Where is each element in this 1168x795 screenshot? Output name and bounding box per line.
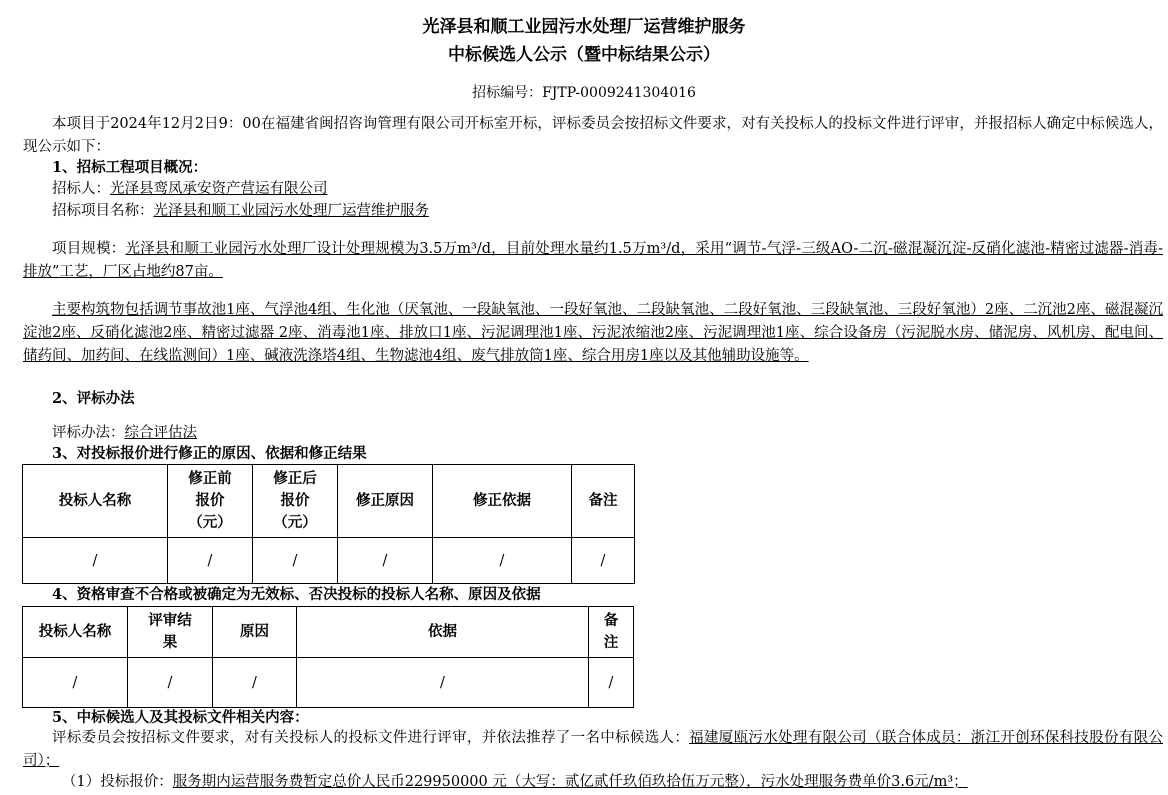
disqualified-bidders-table — [22, 606, 634, 708]
section4-heading: 4、资格审查不合格或被确定为无效标、否决投标的投标人名称、原因及依据 — [52, 586, 541, 603]
cell: / — [297, 658, 589, 708]
section3-heading: 3、对投标报价进行修正的原因、依据和修正结果 — [52, 445, 367, 462]
project-scale-value: 光泽县和顺工业园污水处理厂设计处理规模为3.5万m³/d，目前处理水量约1.5万m³/d，采用“调节-气浮-三级AO-二沉-磁混凝沉淀-反硝化滤池-精密过滤器-消毒-排放”工艺，厂区占地约87亩。 — [23, 241, 1164, 280]
cell: / — [168, 538, 253, 584]
intro-paragraph: 本项目于2024年12月2日9：00在福建省闽招咨询管理有限公司开标室开标，评标委员会按招标文件要求，对有关投标人的投标文件进行评审，并报招标人确定中标候选人，现公示如下： — [23, 116, 1163, 155]
cell: / — [433, 538, 572, 584]
project-scale-label: 项目规模： — [52, 241, 126, 257]
table-row — [23, 658, 634, 708]
cell: / — [213, 658, 297, 708]
structures-paragraph — [23, 299, 1163, 368]
header-bidder-name: 投标人名称 — [23, 607, 128, 658]
project-name-line — [52, 200, 1152, 223]
bid-price-label: （1）投标报价： — [62, 774, 173, 790]
header-review-result: 评审结 果 — [128, 607, 213, 658]
header-price-after: 修正后 报价 （元） — [253, 465, 338, 538]
cell: / — [572, 538, 635, 584]
candidate-paragraph — [23, 727, 1163, 773]
tenderer-value: 光泽县鸾凤承安资产营运有限公司 — [110, 181, 328, 197]
evaluation-method-label: 评标办法： — [52, 425, 125, 441]
price-correction-table — [22, 464, 635, 584]
header-basis: 依据 — [297, 607, 589, 658]
header-remarks: 备 注 — [589, 607, 634, 658]
section1-heading: 1、招标工程项目概况： — [52, 159, 208, 176]
project-name-label: 招标项目名称： — [52, 203, 154, 219]
bid-price-line — [62, 771, 1162, 794]
disqualified-header-row — [23, 607, 634, 658]
cell: / — [589, 658, 634, 708]
project-scale-paragraph — [23, 238, 1163, 284]
document-title-line2: 中标候选人公示（暨中标结果公示） — [448, 45, 720, 65]
cell: / — [128, 658, 213, 708]
header-price-before: 修正前 报价 （元） — [168, 465, 253, 538]
cell: / — [23, 538, 168, 584]
structures-text: 主要构筑物包括调节事故池1座、气浮池4组、生化池（厌氧池、一段缺氧池、一段好氧池、二段缺氧池、二段好氧池、三段缺氧池、三段好氧池）2座、二沉池2座、磁混凝沉淀池2座、反硝化滤池2座、精密过滤器 2座、消毒池1座、排放口1座、污泥调理池1座、污泥浓缩池2座、污泥调理池1座、综合设备房（污泥脱水房、储泥房、风机房、配电间、储药间、加药间、在线监测间）1座、碱液洗涤塔4组、生物滤池4组、废气排放筒1座、综合用房1座以及其他辅助设施等。 — [23, 302, 1163, 364]
bid-number: 招标编号：FJTP-0009241304016 — [472, 85, 696, 101]
cell: / — [253, 538, 338, 584]
cell: / — [338, 538, 433, 584]
bid-price-value: 服务期内运营服务费暂定总价人民币229950000 元（大写：贰亿贰仟玖佰玖拾伍万元整），污水处理服务费单价3.6元/m³； — [172, 774, 968, 790]
table-row — [23, 538, 635, 584]
section5-heading: 5、中标候选人及其投标文件相关内容： — [52, 709, 309, 726]
candidate-intro: 评标委员会按招标文件要求，对有关投标人的投标文件进行评审，并依法推荐了一名中标候选人： — [52, 730, 690, 746]
header-correction-reason: 修正原因 — [338, 465, 433, 538]
project-name-value: 光泽县和顺工业园污水处理厂运营维护服务 — [153, 203, 429, 219]
header-reason: 原因 — [213, 607, 297, 658]
section2-heading: 2、评标办法 — [52, 390, 135, 407]
candidate-name: 福建厦瓯污水处理有限公司（联合体成员：浙江开创环保科技股份有限公司）； — [23, 730, 1163, 769]
price-correction-header-row — [23, 465, 635, 538]
evaluation-method-value: 综合评估法 — [124, 425, 197, 441]
header-bidder-name: 投标人名称 — [23, 465, 168, 538]
header-remarks: 备注 — [572, 465, 635, 538]
cell: / — [23, 658, 128, 708]
tenderer-line — [52, 178, 1152, 201]
header-correction-basis: 修正依据 — [433, 465, 572, 538]
document-title-line1: 光泽县和顺工业园污水处理厂运营维护服务 — [422, 17, 746, 37]
tenderer-label: 招标人： — [52, 181, 110, 197]
